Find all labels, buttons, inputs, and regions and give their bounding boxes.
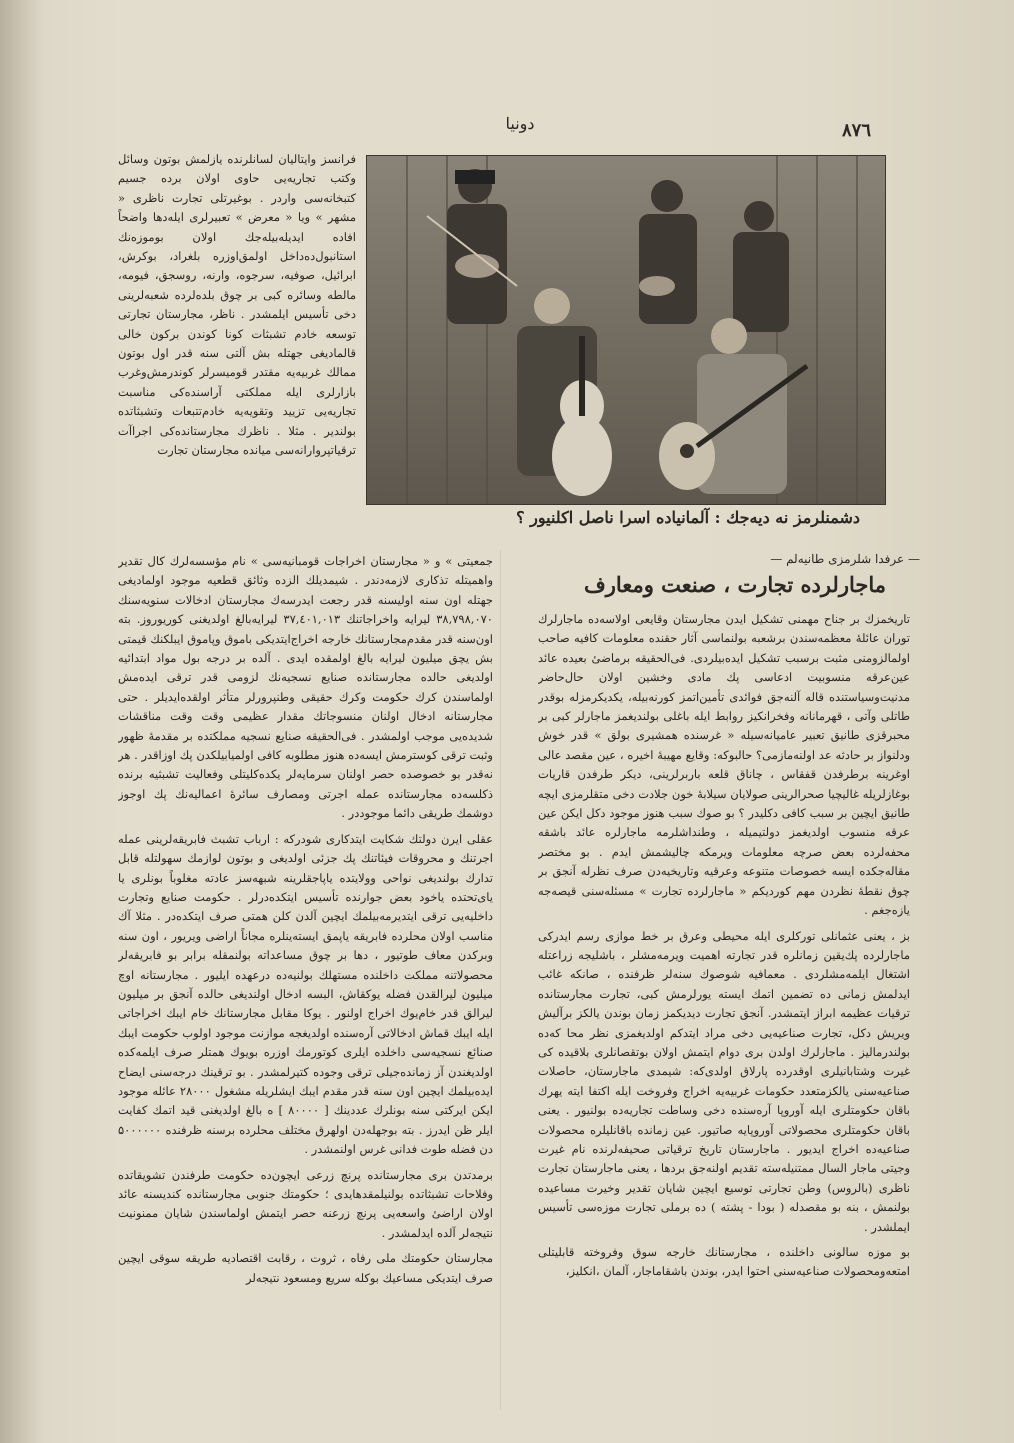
paragraph: عقلی ایرن دولتك شكایت ایتدكاری شودركه : ارباب تشبث فابریقه‌لرینی عمله اجرتنك و محروقات فیئاتنك پك جزئی اولدیغی و بوتون لوازمك سهولتله قابل تدارك بولندیغی نواحی وولایتده یاپاجقلرینه شبهه‌سز عادته مغلوباً بونلری یا یای‌تحتده یاخود بعض جوارنده تأسیس ایتكده‌درلر . حكومت صنایع وتجارت داخلیه‌یی ترقی ایتدیرمه‌بیلمك ایچین آلدن كلن همتی صرف ایتكده‌در . مثلا آك مناسب اولان محلرده فابریقه یاپمق ایسته‌ینلره مجاناً اراضی ویریور ، اون سنه وبركدن معاف طوتیور ، دها بر چوق مساعداته بولنمقله برابر بو فابریقه‌لر محصولاتنه مملكت داخلنده مستهلك بولنیه‌ده درعهده ایلیور . مجارستانه اوچ میلیون لیرالقدن فضله یوكقاش، البسه ادخال اولندیغی حالده آنجق بر میلیون لیرالق قدر خام‌یوك اخراج اولنور . یوكا مقابل مجارستانك خام ایبك اخراجاتی ایله ایبك قماش ادخالاتی آره‌سنده اولدیغجه موازنت موجود اولوب حكومت ایبك صنائع نسجیه‌سی داخلده ایلری كوتورمك اوزره بویوك همتلر صرف ایلمه‌كده اولدیغندن آز زمانده‌جیلی ترقی وجوده كتیرلمشدر . بو ترقینك درجه‌سنی ایضاح ایده‌بیلمك ایچین اون سنه قدر مقدم ایبك ایشلریله مشغول ۲۸۰۰۰ عائله موجود ایكن ایركتی سنه بونلرك عددینك [ ۸۰۰۰۰ ] ه بالغ اولدیغنی قید اتمك كفایت ایلر ظن ایدرز . بته بوجهله‌دن اولهرق مختلف محلرده برسنه ظرفنده ۵۰۰۰۰۰۰ دن فضله طوت فدانی غرس اولنمشدر . [118, 831, 493, 1157]
top-left-column [118, 150, 356, 545]
right-column [538, 610, 910, 1400]
paragraph: برمدتدن بری مجارستانده پرنچ زرعی ایچون‌ده حكومت طرفندن تشویقاتده وفلاحات تشبثاتده بولنیلمقدهایدی ؛ حكومتك جنوبی مجارستانده كندیسنه عائد اولان اراضیٔ واسعه‌یی پرنچ زرعنه حصر ایتمش اولماسندن شایان ممنونیت نتیجه‌لر آلده ایدلمشدر . [118, 1167, 493, 1240]
paragraph: مجارستان حكومتك ملی رفاه ، ثروت ، رقابت اقتصادیه طریقه سوقی ایچین صرف ایتدیكی مساعیك بوكله سریع ومسعود نتیجه‌لر [118, 1251, 493, 1285]
section-label: — عرفدا شلرمزی طانیه‌لم — [770, 552, 920, 566]
left-column [118, 552, 493, 1392]
paragraph: بو موزه سالونی داخلنده ، مجارستانك خارجه سوق وفروخته قابلیتلی امتعه‌ومحصولات صناعیه‌سنی احتوا ایدر، بوندن باشقاماجار، آلمان ،انكلیز، [538, 1245, 910, 1279]
column-divider [500, 550, 501, 1410]
fur-hat [455, 170, 495, 184]
paragraph: بز ، یعنی عثمانلی توركلری ایله محیطی وعرق بر خط موازی رسم ایدركی ماجارلرده پك‌یقین زمانلره قدر تجارته اهمیت ویرمه‌مشلر ، باشلیجه زراعتله اشتغال ایلمه‌مشلردی . معمافیه شوصوك سنه‌لر ظرفنده ، صانكه غائب ایدلمش زمانی ده تضمین اتمك ایسته یورلرمش كبی، تجارت مجارستانده ترقیات عظیمه ابراز ایتمشدر. آنجق تجارت دیدیكمز زمان بوندن یالكز برآلیش ویریش دكل، تجارت صناعیه‌یی دخی مراد ایتدكم اولدیغمزی نظر محا كه‌ده بولندرمالیز . ماجارلرك اولدن بری دوام ایتمش اولان بوتقصانلری بلاقیده كی غیرت وشتابانیلری اوقدرده پارلاق اولدی‌كه: شیمدی ماجارستان، حاصلات صناعیه‌سنی یالكزمتعدد حكومات غربیه‌یه اخراج وفروخت ایله اكتفا ایته یهرك باقان حكومتلری ایله آوروپا آره‌سنده دخی وساطت تجاریه‌ده بولنیور . یعنی باقان حكومتلری محصولاتی آوروپایه صاتیور. عین زمانده باقانلیلره محصولات صناعیه‌ده اخراج ایدیور . ماجارستان تاریخ ترقیاتی صحیفه‌لرنده نام غیرت وجیتی ماجار السال ممتنیله‌سته تقدیم اولنه‌جق بردها ، یعنی ماجارستان تجارت ناظری (بالروس) وطن تجارتی توسیع ایچین شایان تقدیر وخیرت مساعیده بولنمش ، بنه بو مقصدله ( بودا - پشته ) ده برملی تجارت موزه‌سی تأسیس ایملشدر . [538, 928, 910, 1234]
paragraph: تاریخمزك بر جناح مهمنی تشكیل ایدن مجارستان وقایعی اولاسه‌ده ماجارلرك توران عائله‌ٔ معظمه‌سندن برشعبه بولنماسی آثار حقنده معلومات كافیه صاحب اولمالزومنی مثبت برسبب تشكیل ایده‌بیلردی. فی‌الحقیقه برماضیٔ بعیده عائد عین‌عرقه منسوبیت ادعاسی پك مادی وخشین اولان حال‌حاضر مدنیت‌وسیاستنده قاله آلنه‌جق فوائدی تأمین‌اتمز كورنه‌بیله، یكدیكرمزله بوقدر طاتلی وآتی ، قهرمانانه وفخرانكیز روابط ایله باغلی بولندیغمز ماجارلر كبی بر محبرقزی طانیق تعبیر عامیانه‌سیله « غرسنده همشیری بولق » قدر خوش ودلنواز بر حادثه عد اولنه‌مازمی؟ حالبوكه: وقایع مهیبهٔ اخیره ، عین مقصد عالی اوغرینه برطرفدن قفقاس ، چاناق قلعه باربرلرینی، دیكر طرفدن قاریات بوغازلریله غالیچیا صحرالرینی صولایان سیلابهٔ خون جلادت دخی متقلرمزی ایچه طانیق ایچین بر سبب كافی دكلیدر ؟ بو صوك سبب هنوز موجود دكل ایكن عین عرقه منسوب اولدیغمز دولتیمیله ، وطنداشلرمه ماجارلره عائد باشقه محفه‌لرده بعض صرچه معلومات ویرمكه چالیشمش ایدم . بو مختصر مقاله‌جكده ایسه خصوصات متنوعه وعرقیه وتاریخیه‌دن صرف نظرله آنجق بر چوق نقطهٔ نظردن مهم كوردیكم « ماجارلرده تجارت » مسئله‌سنی قیصه‌جه یازه‌جغم . [538, 612, 910, 918]
top-left-paragraph: فرانسز وایتالیان لسانلرنده یازلمش بوتون وسائل وكتب تجاریه‌یی حاوی اولان برده جسیم كتبخانه‌سی واردر . بوغیرتلی تجارت ناظری « مشهر » ویا « معرض » تعبیرلری ایله‌دها واضحاً افاده ایدیله‌بیله‌جك اولان بوموزه‌نك استانبول‌ده‌داخل اولمق‌اوزره بلغراد، بوكرش، ابرائیل، صوفیه، سرجوه، وارنه، روسجق، فیومه، مالطه وسائره كبی بر چوق بلده‌لرده شعبه‌لرینی دخی تأسیس ایلمشدر . ناظر، مجارستان تجارتی توسعه خادم تشبثات كونا كوندن بركون خالی قالمادیغی جهتله بش آلتی سنه قدر اول بوتون ممالك غربیه‌یه مقتدر قومیسرلر كوندرمش‌وغرب بازارلری ایله مملكتی آراسنده‌كی مناسبت تجاریه‌یی تزیید وتقویه‌یه خادم‌تتبعات وتشبثاتده بولندیر . مثلا . ناظرك مجارستانده‌كی اجراآت ترقیاتپروارانه‌سی میانده مجارستان تجارت [118, 152, 356, 458]
book-binding-shadow [0, 0, 44, 1443]
paragraph: جمعیتی » و « مجارستان اخراجات قومبانیه‌سی » نام مؤسسه‌لرك كال تقدیر واهمیتله تذكاری لازمه‌دندر . شیمدیلك الزده وثائق قطعیه موجود اولمادیغی جهتله اون سنه اولیسنه قدر رجعت ایدرسه‌ك مجارستان ادخالات سنویه‌سنك ٣٨,٧٩٨,٠٧٠ لیرایه واخراجاتنك ٣٧,٤٠١,٠١٣ لیرایه‌بالغ اولدیغنی كوریوروز. بته اون‌سنه قدر مقدم‌مجارستانك خارجه اخراج‌ایتدیكی باموق وپاموق ایبلكنك قیمتی بش یچق میلیون لیرایه بالغ اولمقده ایدی . آلده بر درجه بول مواد ابتدائیه اولدیغی حالده مجارستانده صنایع نسجیه‌نك لزومی قدر ترقی ایده‌مش اولماسندن كرك حكومت وكرك حقیقی وطنپرورلر متأثر اولقده‌ایدیلر . حتی مجارستانه ادخال اولنان منسوجاتك مقدار عظیمی وقت وقت مناقشات شدیده‌یی موجب اولمشدر . فی‌الحقیقه صنایع نسجیه مملكتده بر مقدمهٔ ظهور وثبت ترقی كوسترمش ایسه‌ده هنوز مطلوبه كافی اولمیابیلكدن پك اوزاقدر . هر نه‌قدر بو خصوصده حصر اولنان سرمایه‌لر یكده‌كلیتلی وفعالیت تشبثیه برنده ذكلسه‌ده مجارستانده عمله اجرتی ومصارف سائرهٔ اعمالیه‌نك پك اوجوز دوشمك طریقی دائما موجوددر . [118, 554, 493, 821]
page-number: ٨٧٦ [842, 120, 872, 141]
running-title: دونیا [505, 114, 535, 133]
article-title: ماجارلرده تجارت ، صنعت ومعارف [584, 572, 886, 597]
musicians-photo [366, 155, 886, 505]
photo-illustration [367, 156, 885, 504]
photo-caption: دشمنلرمز نه دیه‌جك : آلمانیاده اسرا ناصل اكلنیور ؟ [516, 508, 860, 527]
